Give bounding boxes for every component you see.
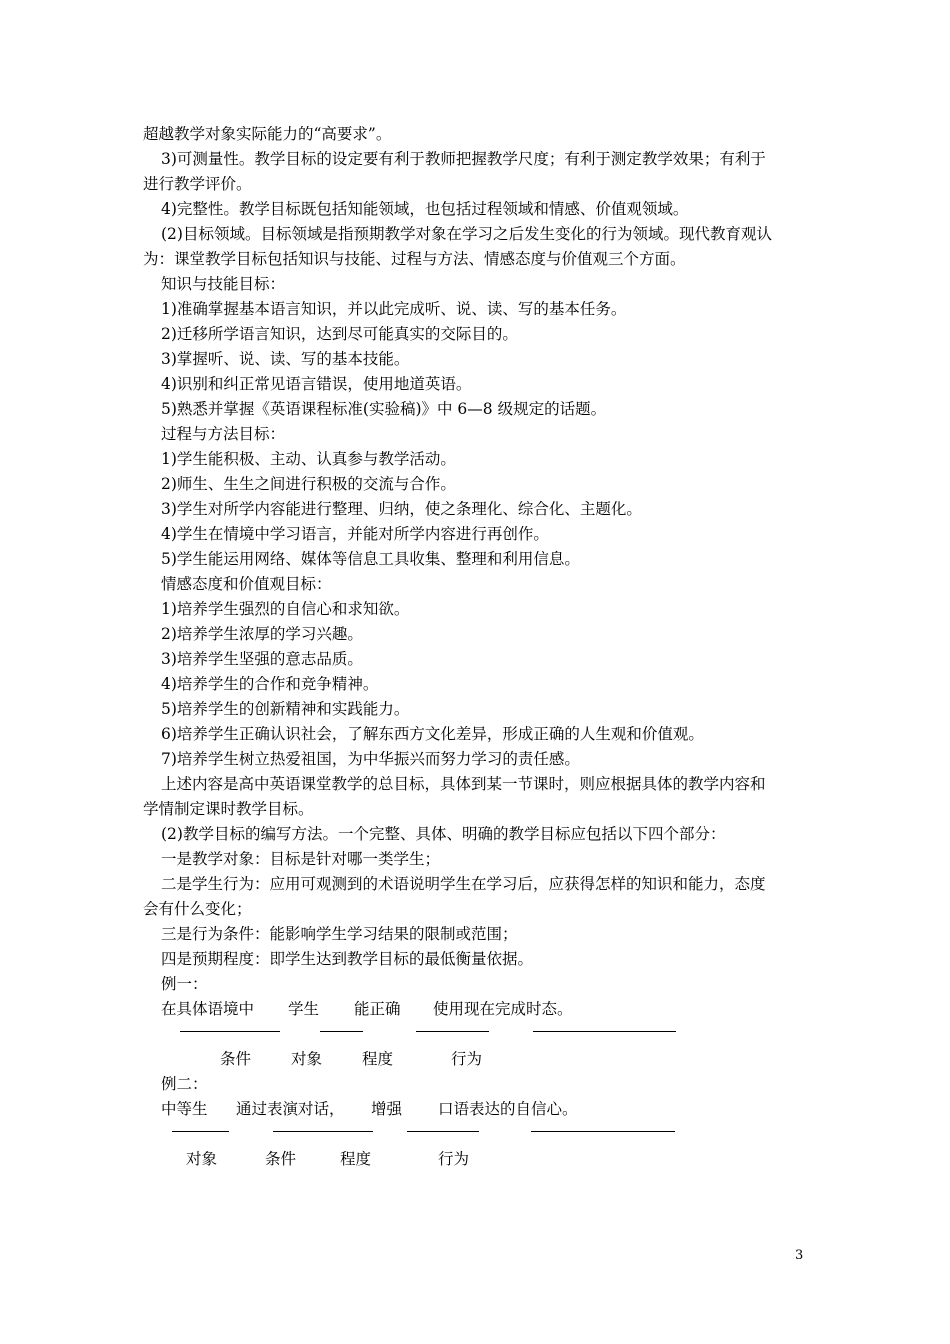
underline [533, 1031, 676, 1032]
line-text: 2)培养学生浓厚的学习兴趣。 [161, 625, 363, 643]
line-text: 过程与方法目标： [161, 425, 286, 443]
underline [273, 1131, 373, 1132]
line-text: 3)掌握听、说、读、写的基本技能。 [161, 350, 410, 368]
line-text: (2)教学目标的编写方法。一个完整、具体、明确的教学目标应包括以下四个部分： [161, 825, 726, 843]
line-text: 1)准确掌握基本语言知识，并以此完成听、说、读、写的基本任务。 [161, 300, 627, 318]
line-text: (2)目标领域。目标领域是指预期教学对象在学习之后发生变化的行为领域。现代教育观认 [161, 225, 772, 243]
example-label: 程度 [340, 1150, 372, 1168]
line-text: 进行教学评价。 [143, 175, 252, 193]
line-text: 5)培养学生的创新精神和实践能力。 [161, 700, 410, 718]
example-label: 行为 [438, 1150, 470, 1168]
line-text: 4)完整性。教学目标既包括知能领域，也包括过程领域和情感、价值观领域。 [161, 200, 689, 218]
line-text: 3)可测量性。教学目标的设定要有利于教师把握教学尺度；有利于测定教学效果；有利于 [161, 150, 766, 168]
example-label: 对象 [291, 1050, 323, 1068]
underline [320, 1031, 363, 1032]
line-text: 7)培养学生树立热爱祖国，为中华振兴而努力学习的责任感。 [161, 750, 580, 768]
example-part: 中等生 [161, 1100, 208, 1118]
line-text: 例二： [161, 1075, 208, 1093]
line-text: 3)培养学生坚强的意志品质。 [161, 650, 363, 668]
line-text: 三是行为条件：能影响学生学习结果的限制或范围； [161, 925, 518, 943]
line-text: 情感态度和价值观目标： [161, 575, 332, 593]
example-label: 条件 [220, 1050, 252, 1068]
example-part: 能正确 [354, 1000, 401, 1018]
line-text: 学情制定课时教学目标。 [143, 800, 314, 818]
line-text: 2)师生、生生之间进行积极的交流与合作。 [161, 475, 456, 493]
example-label: 对象 [186, 1150, 218, 1168]
page-number: 3 [795, 1248, 804, 1263]
line-text: 一是教学对象：目标是针对哪一类学生； [161, 850, 441, 868]
example-label: 条件 [265, 1150, 297, 1168]
example-label: 程度 [362, 1050, 394, 1068]
example-part: 通过表演对话， [236, 1100, 345, 1118]
line-text: 四是预期程度：即学生达到教学目标的最低衡量依据。 [161, 950, 534, 968]
line-text: 为：课堂教学目标包括知识与技能、过程与方法、情感态度与价值观三个方面。 [143, 250, 686, 268]
example-part: 在具体语境中 [161, 1000, 255, 1018]
line-text: 会有什么变化； [143, 900, 252, 918]
underline [180, 1031, 280, 1032]
underline [531, 1131, 675, 1132]
line-text: 6)培养学生正确认识社会，了解东西方文化差异，形成正确的人生观和价值观。 [161, 725, 704, 743]
line-text: 5)熟悉并掌握《英语课程标准(实验稿)》中 6—8 级规定的话题。 [161, 400, 607, 418]
line-text: 5)学生能运用网络、媒体等信息工具收集、整理和利用信息。 [161, 550, 580, 568]
example-label: 行为 [451, 1050, 483, 1068]
line-text: 1)培养学生强烈的自信心和求知欲。 [161, 600, 410, 618]
example-part: 使用现在完成时态。 [433, 1000, 573, 1018]
line-text: 超越教学对象实际能力的“高要求”。 [143, 125, 392, 143]
line-text: 4)培养学生的合作和竞争精神。 [161, 675, 379, 693]
line-text: 4)学生在情境中学习语言，并能对所学内容进行再创作。 [161, 525, 549, 543]
example-part: 增强 [371, 1100, 403, 1118]
example-part: 学生 [288, 1000, 320, 1018]
underline [416, 1031, 489, 1032]
line-text: 4)识别和纠正常见语言错误，使用地道英语。 [161, 375, 472, 393]
example-part: 口语表达的自信心。 [438, 1100, 578, 1118]
underline [407, 1131, 479, 1132]
line-text: 3)学生对所学内容能进行整理、归纳，使之条理化、综合化、主题化。 [161, 500, 642, 518]
underline [172, 1131, 229, 1132]
line-text: 二是学生行为：应用可观测到的术语说明学生在学习后，应获得怎样的知识和能力，态度 [161, 875, 766, 893]
line-text: 2)迁移所学语言知识，达到尽可能真实的交际目的。 [161, 325, 518, 343]
line-text: 例一： [161, 975, 208, 993]
line-text: 1)学生能积极、主动、认真参与教学活动。 [161, 450, 456, 468]
line-text: 上述内容是高中英语课堂教学的总目标，具体到某一节课时，则应根据具体的教学内容和 [161, 775, 766, 793]
line-text: 知识与技能目标： [161, 275, 286, 293]
